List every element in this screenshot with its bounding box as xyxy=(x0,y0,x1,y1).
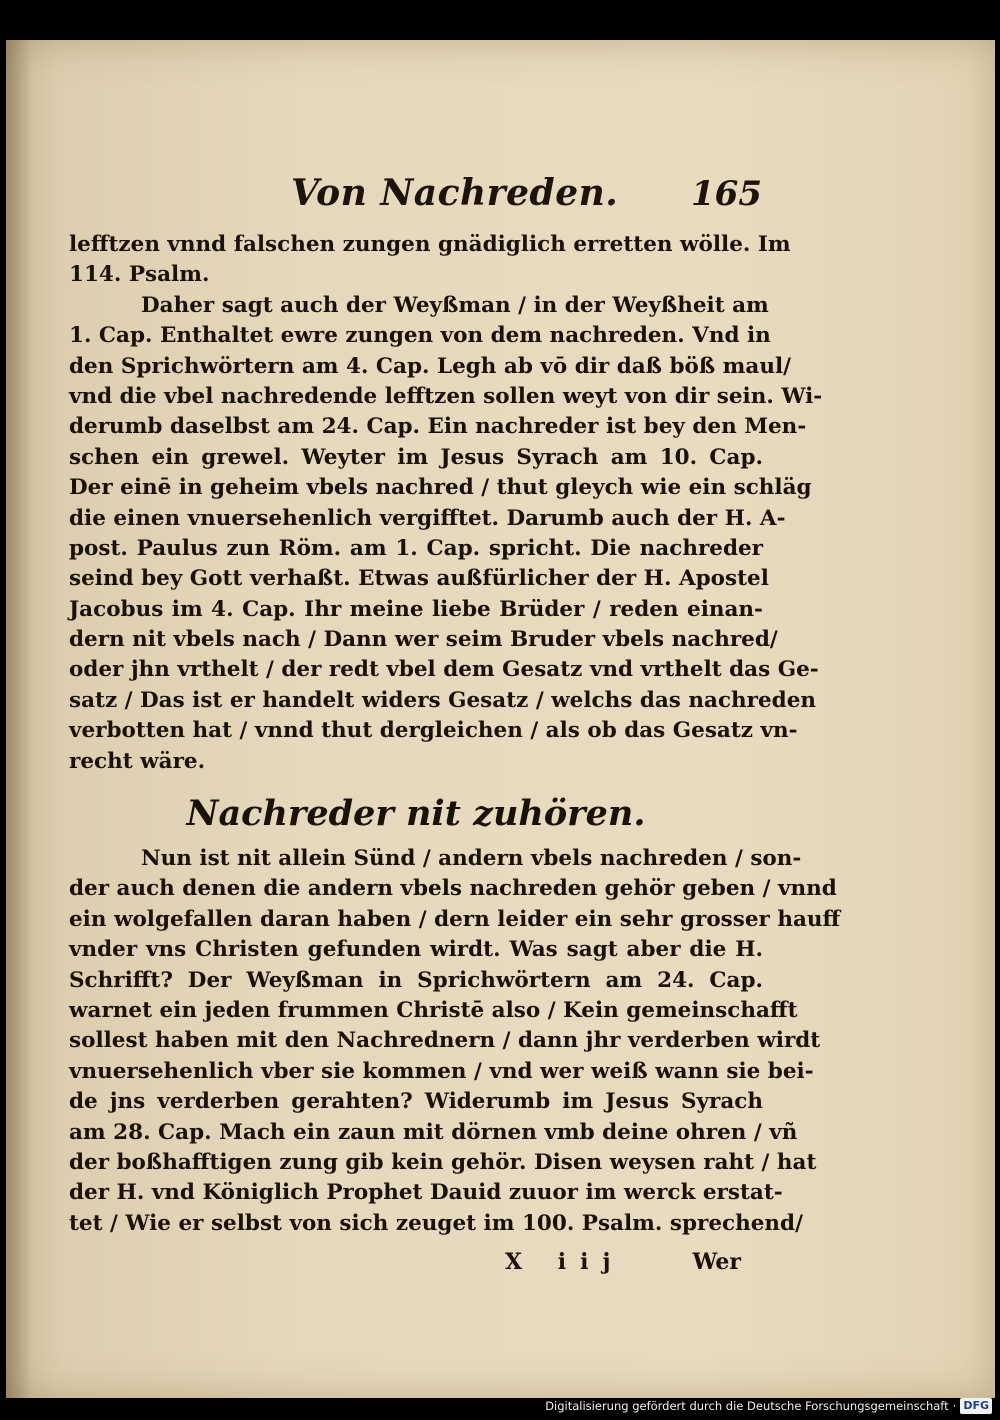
credit-text: Digitalisierung gefördert durch die Deutsche Forschungsgemeinschaft xyxy=(545,1399,949,1413)
text-line: der H. vnd Königlich Prophet Dauid zuuor im werck erstat- xyxy=(69,1180,783,1206)
main-text-block-1 xyxy=(69,230,823,777)
text-line: oder jhn vrthelt / der redt vbel dem Gesatz vnd vrthelt das Ge- xyxy=(69,657,819,683)
text-line: 114. Psalm. xyxy=(69,262,210,288)
text-line: der boßhafftigen zung gib kein gehör. Disen weysen raht / hat xyxy=(69,1149,817,1175)
text-line: post. Paulus zun Röm. am 1. Cap. spricht. Die nachreder xyxy=(69,535,763,561)
text-line: 1. Cap. Enthaltet ewre zungen von dem nachreden. Vnd in xyxy=(69,323,771,349)
book-page xyxy=(6,40,995,1398)
digitization-credit xyxy=(545,1396,992,1416)
text-line: satz / Das ist er handelt widers Gesatz / welchs das nachreden xyxy=(69,687,817,713)
text-line: den Sprichwörtern am 4. Cap. Legh ab vō dir daß böß maul/ xyxy=(69,353,792,379)
signature-mark: X iij xyxy=(505,1249,625,1275)
catchword: Wer xyxy=(692,1249,741,1275)
text-line: ein wolgefallen daran haben / dern leider ein sehr grosser hauff xyxy=(69,906,841,932)
text-line: derumb daselbst am 24. Cap. Ein nachreder ist bey den Men- xyxy=(69,414,807,440)
credit-separator: · xyxy=(952,1399,957,1413)
page-number: 165 xyxy=(691,174,762,214)
text-line: tet / Wie er selbst von sich zeuget im 100. Psalm. sprechend/ xyxy=(69,1210,803,1236)
text-line: der auch denen die andern vbels nachreden gehör geben / vnnd xyxy=(69,876,837,902)
text-line: warnet ein jeden frummen Christē also / Kein gemeinschafft xyxy=(69,997,798,1023)
text-line: die einen vnuersehenlich vergifftet. Darumb auch der H. A- xyxy=(69,505,786,531)
text-line: lefftzen vnnd falschen zungen gnädiglich erretten wölle. Im xyxy=(69,232,791,257)
text-line: vnder vns Christen gefunden wirdt. Was sagt aber die H. xyxy=(69,937,763,963)
text-line: Daher sagt auch der Weyßman / in der Weyßheit am xyxy=(141,292,769,318)
text-line: vnd die vbel nachredende lefftzen sollen weyt von dir sein. Wi- xyxy=(69,383,823,409)
text-line: Jacobus im 4. Cap. Ihr meine liebe Brüder / reden einan- xyxy=(69,596,763,622)
text-line: dern nit vbels nach / Dann wer seim Bruder vbels nachred/ xyxy=(69,627,778,653)
text-line: sollest haben mit den Nachrednern / dann jhr verderben wirdt xyxy=(69,1028,821,1054)
running-title: Von Nachreden. xyxy=(291,172,619,214)
text-line: am 28. Cap. Mach ein zaun mit dörnen vmb deine ohren / vñ xyxy=(69,1119,798,1145)
text-line: schen ein grewel. Weyter im Jesus Syrach am 10. Cap. xyxy=(69,444,763,470)
text-line: vnuersehenlich vber sie kommen / vnd wer weiß wann sie bei- xyxy=(69,1058,814,1084)
running-head xyxy=(66,172,766,222)
page-footer xyxy=(69,1249,763,1281)
text-line: verbotten hat / vnnd thut dergleichen / als ob das Gesatz vn- xyxy=(69,718,798,744)
text-line: Der einē in geheim vbels nachred / thut gleych wie ein schläg xyxy=(69,475,812,501)
text-line: de jns verderben gerahten? Widerumb im Jesus Syrach xyxy=(69,1089,763,1115)
section-heading: Nachreder nit zuhören. xyxy=(186,793,646,834)
text-line: Schrifft? Der Weyßman in Sprichwörtern am 24. Cap. xyxy=(69,967,763,993)
dfg-logo: DFG xyxy=(960,1398,992,1414)
text-line: recht wäre. xyxy=(69,748,206,774)
text-line: seind bey Gott verhaßt. Etwas außfürlicher der H. Apostel xyxy=(69,566,769,592)
text-line: Nun ist nit allein Sünd / andern vbels nachreden / son- xyxy=(141,846,802,871)
main-text-block-2 xyxy=(69,844,841,1239)
